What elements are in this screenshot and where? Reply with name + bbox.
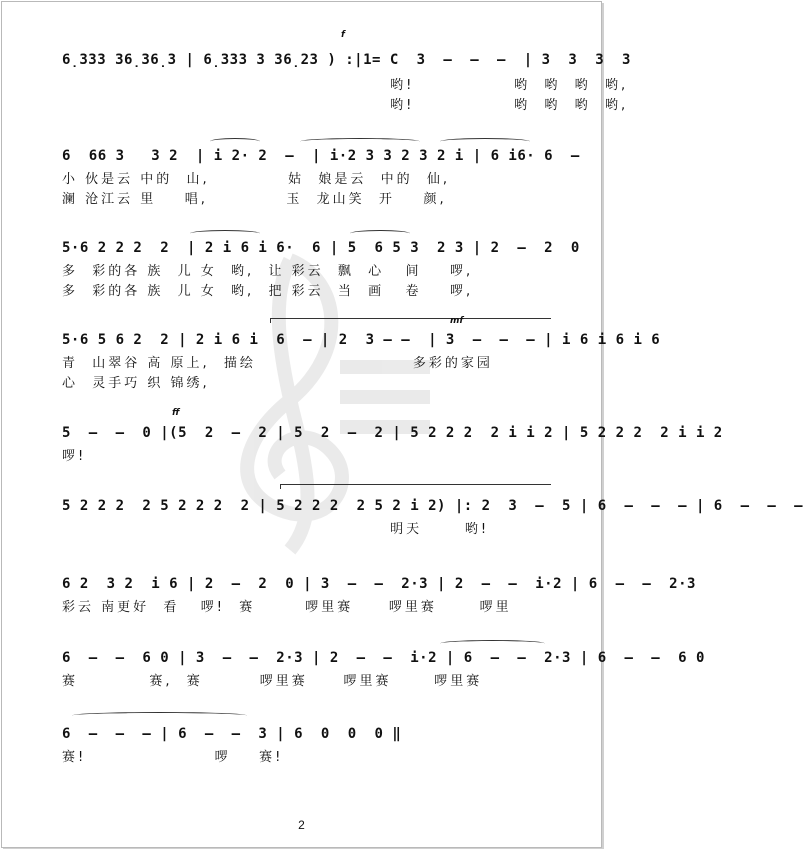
- slur: [440, 138, 530, 145]
- lyrics-line-3a: 多 彩的各 族 儿 女 哟, 让 彩云 飘 心 间 啰,: [62, 264, 474, 279]
- lyrics-line-1a: 哟! 哟 哟 哟 哟,: [62, 78, 629, 93]
- notation-line-1: 6̣333 36̣36̣3 | 6̣333 3 36̣23 ) :|1= C 3 – – – | 3 3 3 3: [62, 52, 631, 68]
- lyrics-line-4b: 心 灵手巧 织 锦绣,: [62, 376, 210, 391]
- dynamic-mark-mezzo-forte: mf: [450, 316, 464, 326]
- notation-line-3: 5·6 2 2 2 2 | 2 i 6 i 6· 6 | 5 6 5 3 2 3 | 2 – 2 0: [62, 240, 580, 256]
- lyrics-line-9: 赛! 啰 赛!: [62, 750, 284, 765]
- lyrics-line-4a: 青 山翠谷 高 原上, 描绘 多彩的家园: [62, 356, 493, 371]
- lyrics-line-1b: 哟! 哟 哟 哟 哟,: [62, 98, 629, 113]
- slur: [440, 640, 545, 647]
- dynamic-mark-forte: f: [341, 30, 345, 40]
- notation-line-6: 5 2 2 2 2 5 2 2 2 2 | 5 2 2 2 2 5 2 i 2) |: 2 3 – 5 | 6 – – – | 6 – – –: [62, 498, 803, 514]
- notation-line-2: 6 66 3 3 2 | i 2· 2 – | i·2 3 3 2 3 2 i | 6 i6· 6 –: [62, 148, 580, 164]
- slur: [300, 138, 420, 145]
- notation-line-4: 5·6 5 6 2 2 | 2 i 6 i 6 – | 2 3 – – | 3 – – – | i 6 i 6 i 6: [62, 332, 661, 348]
- lyrics-line-2b: 澜 沧江云 里 唱, 玉 龙山笑 开 颜,: [62, 192, 447, 207]
- notation-line-9: 6 – – – | 6 – – 3 | 6 0 0 0 ‖: [62, 726, 402, 742]
- lyrics-line-2a: 小 伙是云 中的 山, 姑 娘是云 中的 仙,: [62, 172, 451, 187]
- notation-line-8: 6 – – 6 0 | 3 – – 2·3 | 2 – – i·2 | 6 – – 2·3 | 6 – – 6 0: [62, 650, 705, 666]
- lyrics-line-3b: 多 彩的各 族 儿 女 哟, 把 彩云 当 画 卷 啰,: [62, 284, 474, 299]
- notation-line-7: 6 2 3 2 i 6 | 2 – 2 0 | 3 – – 2·3 | 2 – – i·2 | 6 – – 2·3: [62, 576, 696, 592]
- slur: [190, 230, 260, 237]
- lyrics-line-8: 赛 赛, 赛 啰里赛 啰里赛 啰里赛: [62, 674, 483, 689]
- dynamic-mark-fortissimo: ff: [172, 408, 180, 418]
- page-number: 2: [298, 818, 305, 832]
- slur: [350, 230, 410, 237]
- volta-bracket: [270, 318, 551, 323]
- notation-line-5: 5 – – 0 |(5 2 – 2 | 5 2 – 2 | 5 2 2 2 2 i i 2 | 5 2 2 2 2 i i 2: [62, 425, 723, 441]
- lyrics-line-5: 啰!: [62, 449, 87, 464]
- slur: [210, 138, 260, 145]
- lyrics-line-6: 明天 哟!: [62, 522, 490, 537]
- slur: [72, 712, 247, 719]
- lyrics-line-7: 彩云 南更好 看 啰! 赛 啰里赛 啰里赛 啰里: [62, 600, 512, 615]
- volta-bracket: [280, 484, 551, 489]
